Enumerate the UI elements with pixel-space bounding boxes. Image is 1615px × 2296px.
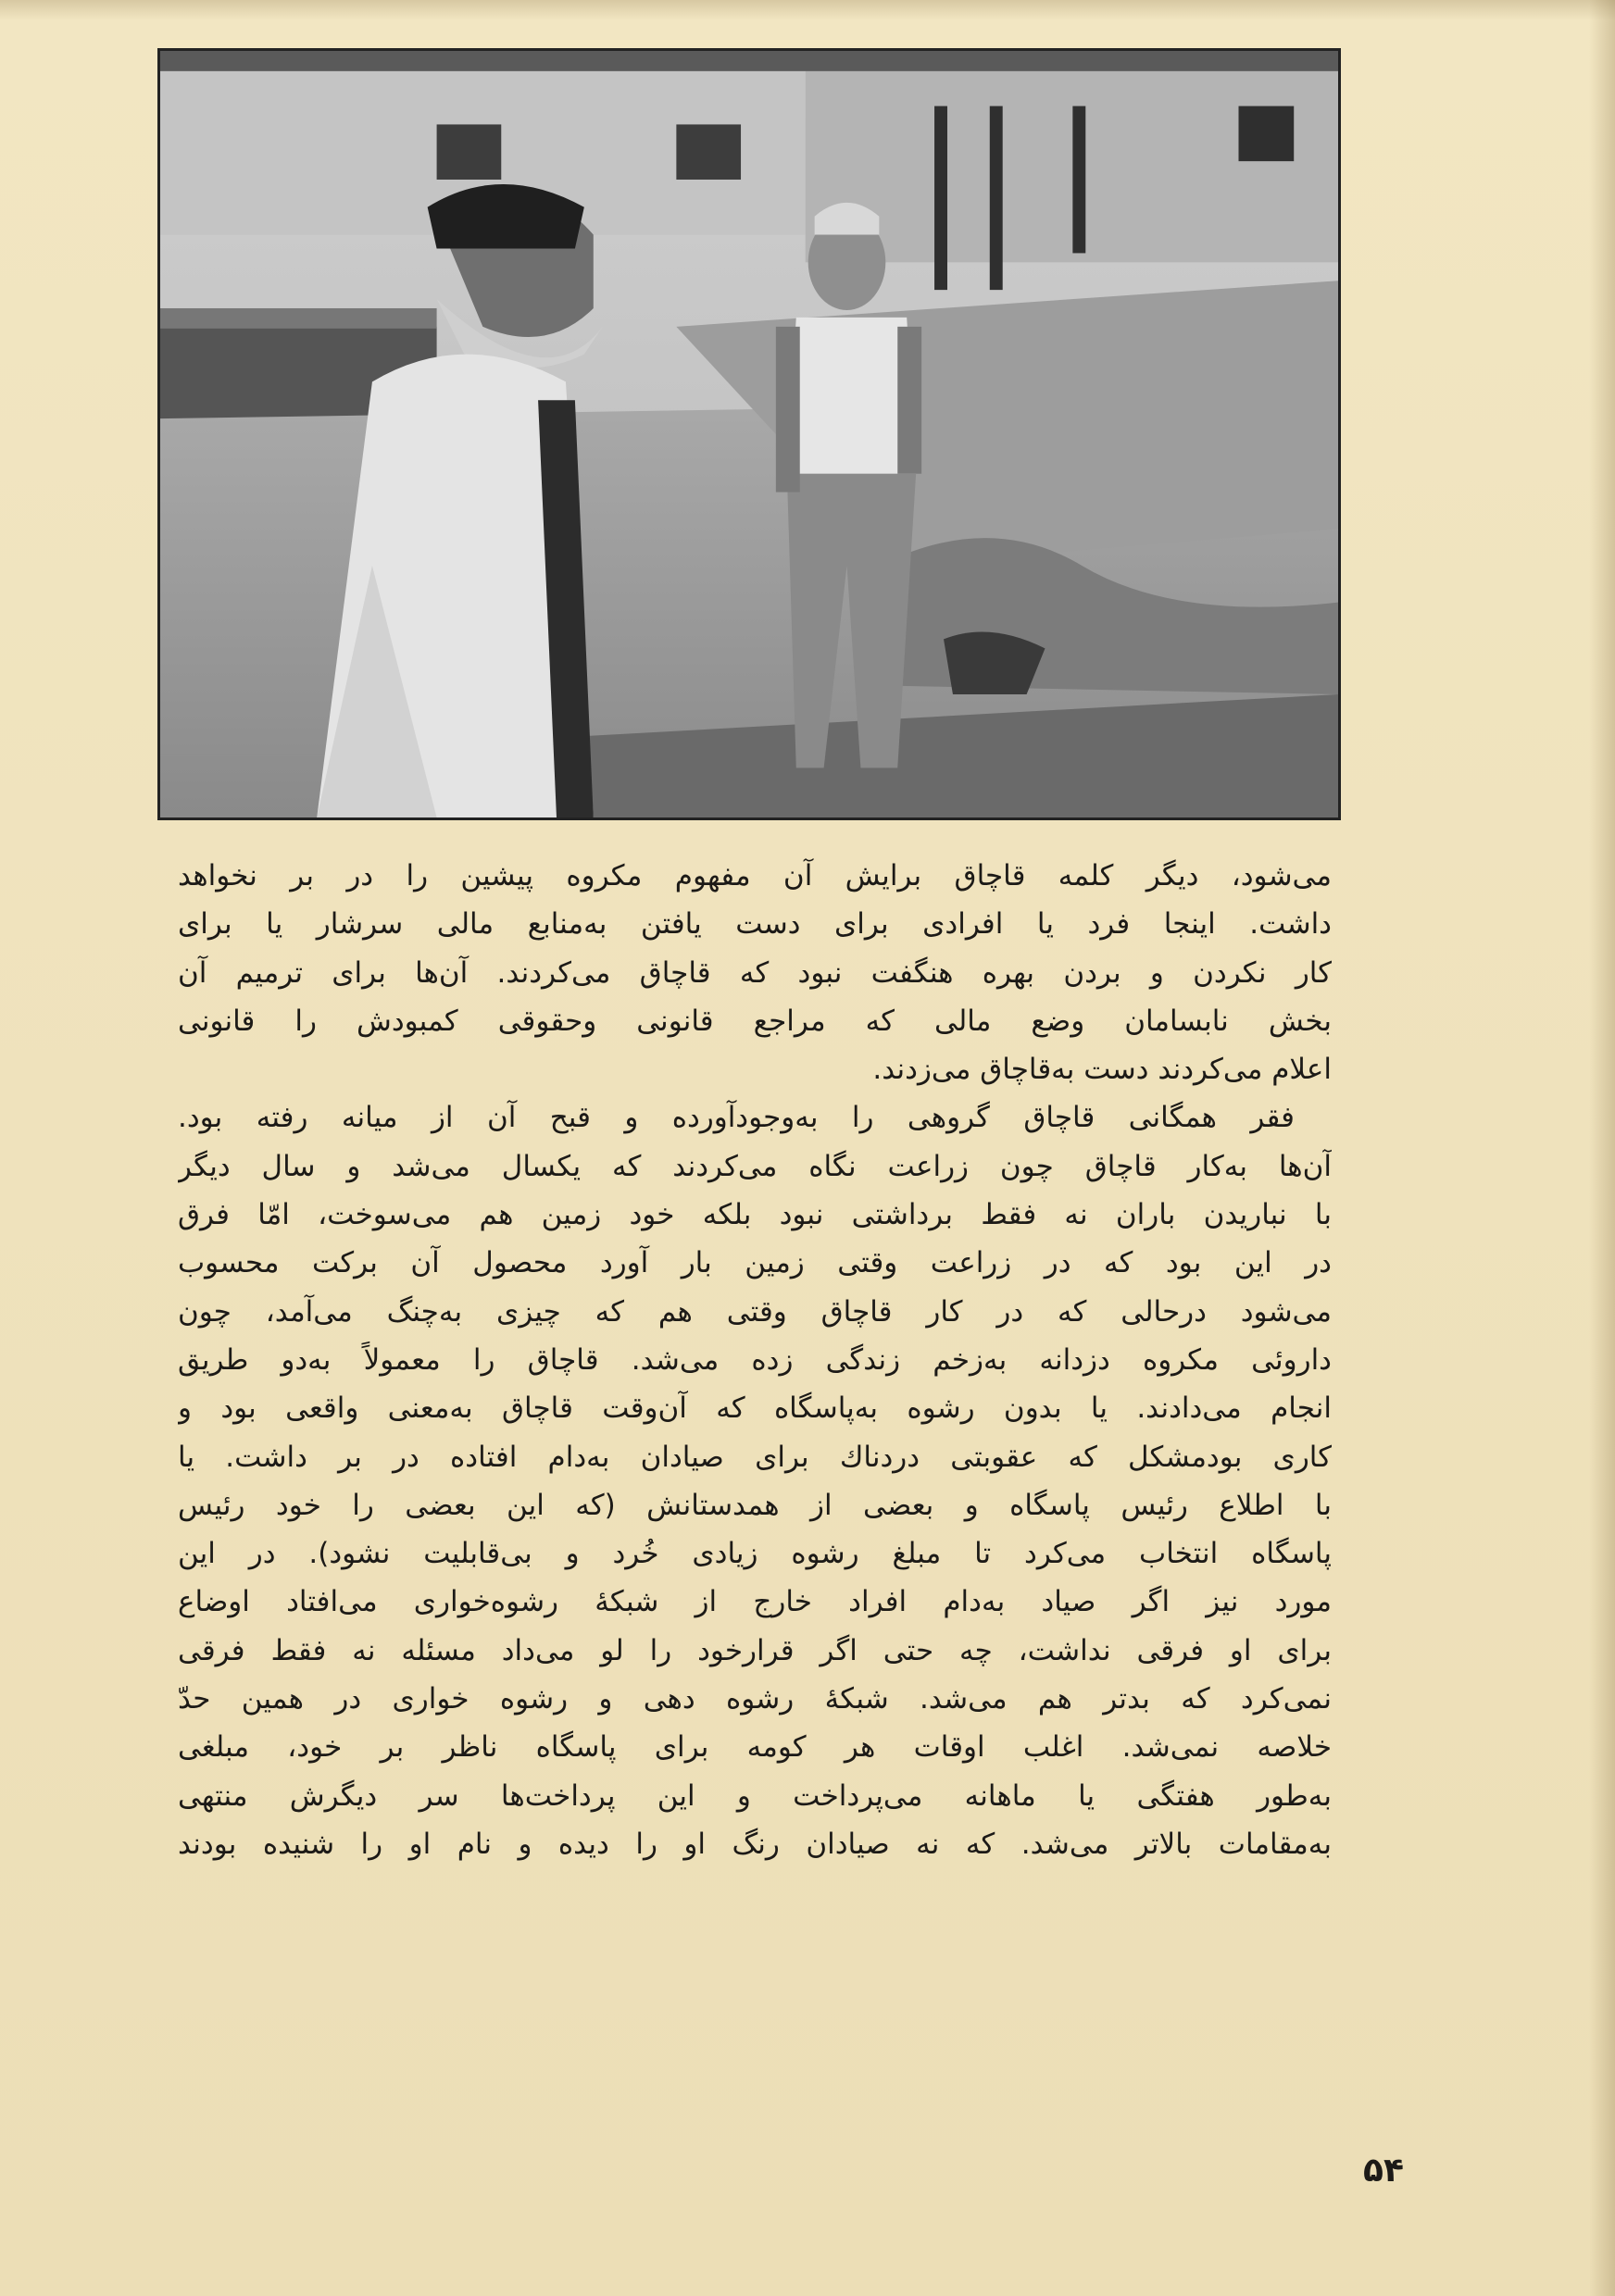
text-line: فقر همگانی قاچاق گروهی را به‌وجودآورده و قبح آن از میانه رفته بود. — [178, 1101, 1295, 1135]
text-line: در این بود که در زراعت وقتی زمین بار آورد محصول آن برکت محسوب — [178, 1246, 1332, 1280]
text-line: با نباریدن باران نه فقط برداشتی نبود بلکه خود زمین هم می‌سوخت، امّا فرق — [178, 1198, 1332, 1232]
page-edge-right — [1589, 0, 1615, 2296]
text-line: داشت. اینجا فرد یا افرادی برای دست یافتن به‌منابع مالی سرشار یا برای — [178, 907, 1332, 942]
page-number: ۵۴ — [1363, 2152, 1404, 2190]
text-line: اعلام می‌کردند دست به‌قاچاق می‌زدند. — [872, 1053, 1332, 1087]
text-line: با اطلاع رئیس پاسگاه و بعضی از همدستانش (که این بعضی را خود رئیس — [178, 1488, 1332, 1522]
photo-two-men-icon — [160, 51, 1338, 817]
text-line: انجام می‌دادند. یا بدون رشوه به‌پاسگاه که آن‌وقت قاچاق به‌معنی واقعی بود و — [178, 1391, 1332, 1426]
text-line: بخش نابسامان وضع مالی که مراجع قانونی وحقوقی کمبودش را قانونی — [178, 1004, 1332, 1038]
text-line: خلاصه نمی‌شد. اغلب اوقات هر کومه برای پاسگاه ناظر بر خود، مبلغی — [178, 1730, 1332, 1765]
page-edge-top — [0, 0, 1615, 20]
text-line: پاسگاه انتخاب می‌کرد تا مبلغ رشوه زیادی خُرد و بی‌قابلیت نشود). در این — [178, 1537, 1332, 1571]
text-line: داروئی مکروه دزدانه به‌زخم زندگی زده می‌شد. قاچاق را معمولاً به‌دو طریق — [178, 1342, 1332, 1377]
text-line: نمی‌کرد که بدتر هم می‌شد. شبکهٔ رشوه دهی و رشوه خواری در همین حدّ — [178, 1682, 1332, 1716]
text-line: کار نکردن و بردن بهره هنگفت نبود که قاچاق می‌کردند. آن‌ها برای ترمیم آن — [178, 955, 1332, 990]
photograph — [157, 48, 1341, 820]
text-line: برای او فرقی نداشت، چه حتی اگر قرارخود را لو می‌داد مسئله نه فقط فرقی — [178, 1633, 1332, 1667]
text-line: به‌مقامات بالاتر می‌شد. که نه صیادان رنگ او را دیده و نام او را شنیده بودند — [178, 1827, 1332, 1861]
text-line: آن‌ها به‌کار قاچاق چون زراعت نگاه می‌کردند که یکسال می‌شد و سال دیگر — [178, 1149, 1332, 1183]
text-line: مورد نیز اگر صیاد به‌دام افراد خارج از شبکهٔ رشوه‌خواری می‌افتاد اوضاع — [178, 1585, 1332, 1619]
body-text — [178, 852, 1332, 2185]
text-line: می‌شود، دیگر کلمه قاچاق برایش آن مفهوم مکروه پیشین را در بر نخواهد — [178, 859, 1332, 892]
text-line: می‌شود درحالی که در کار قاچاق وقتی هم که چیزی به‌چنگ می‌آمد، چون — [178, 1294, 1332, 1329]
text-line: به‌طور هفتگی یا ماهانه می‌پرداخت و این پرداخت‌ها سر دیگرش منتهی — [178, 1778, 1332, 1813]
text-line: کاری بودمشکل که عقوبتی دردناك برای صیادان به‌دام افتاده در بر داشت. یا — [178, 1440, 1332, 1474]
